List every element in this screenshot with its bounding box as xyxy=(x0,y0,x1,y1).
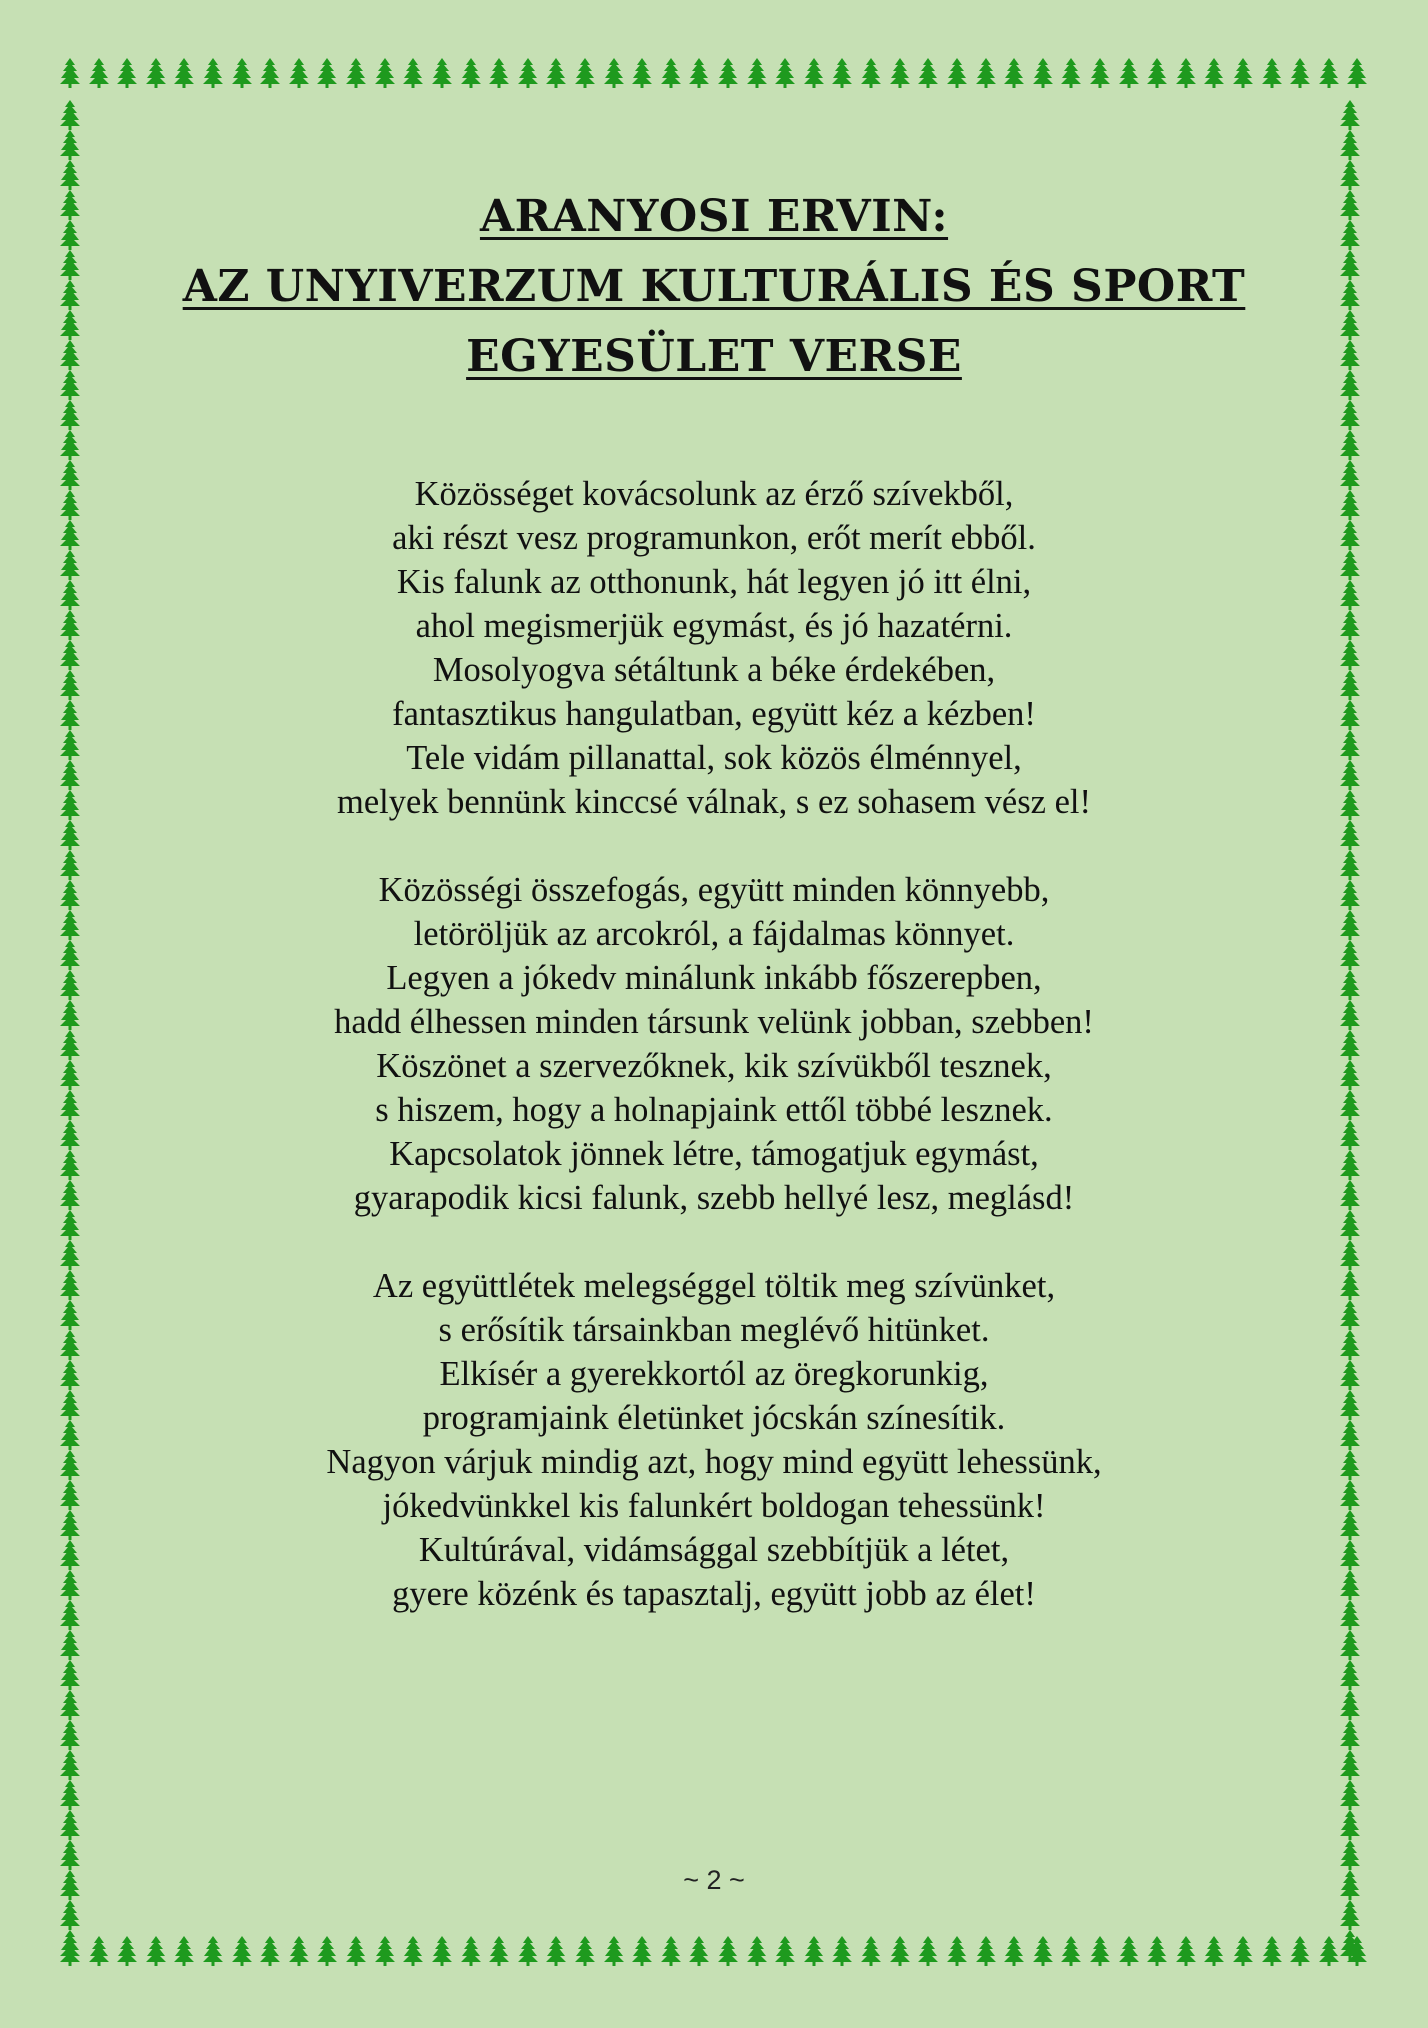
pine-tree-icon xyxy=(630,1936,654,1966)
pine-tree-icon xyxy=(1174,1936,1198,1966)
pine-tree-icon xyxy=(1338,1600,1362,1630)
poem-line: aki részt vesz programunkon, erőt merít ebből. xyxy=(392,519,1036,557)
pine-tree-icon xyxy=(830,58,854,88)
poem-line: hadd élhessen minden társunk velünk jobban, szebben! xyxy=(334,1003,1094,1041)
pine-tree-icon xyxy=(1260,1936,1284,1966)
pine-tree-icon xyxy=(230,1936,254,1966)
pine-tree-icon xyxy=(745,1936,769,1966)
pine-tree-icon xyxy=(974,58,998,88)
poem-line: Tele vidám pillanattal, sok közös élménnyel, xyxy=(406,739,1022,777)
page-number: ~ 2 ~ xyxy=(683,1865,745,1895)
pine-tree-icon xyxy=(58,1810,82,1840)
poem-line: Az együttlétek melegséggel töltik meg szívünket, xyxy=(372,1267,1056,1305)
pine-tree-icon xyxy=(1088,1936,1112,1966)
pine-tree-icon xyxy=(859,58,883,88)
pine-tree-icon xyxy=(58,58,82,88)
pine-tree-icon xyxy=(287,58,311,88)
pine-tree-icon xyxy=(1338,1780,1362,1810)
pine-tree-icon xyxy=(630,58,654,88)
pine-tree-icon xyxy=(1031,58,1055,88)
pine-tree-icon xyxy=(87,58,111,88)
pine-tree-icon xyxy=(58,940,82,970)
poem-line: letöröljük az arcokról, a fájdalmas könnyet. xyxy=(413,915,1015,953)
pine-tree-icon xyxy=(1338,130,1362,160)
pine-tree-icon xyxy=(1338,1330,1362,1360)
pine-tree-icon xyxy=(58,880,82,910)
pine-tree-icon xyxy=(58,490,82,520)
pine-tree-icon xyxy=(58,700,82,730)
pine-tree-icon xyxy=(1002,58,1026,88)
pine-tree-icon xyxy=(1338,190,1362,220)
pine-tree-icon xyxy=(58,1690,82,1720)
pine-tree-icon xyxy=(974,1936,998,1966)
pine-tree-icon xyxy=(58,1840,82,1870)
pine-tree-icon xyxy=(144,1936,168,1966)
pine-tree-icon xyxy=(58,1570,82,1600)
pine-tree-icon xyxy=(888,58,912,88)
pine-tree-icon xyxy=(58,910,82,940)
pine-tree-icon xyxy=(58,430,82,460)
pine-tree-icon xyxy=(58,460,82,490)
pine-tree-icon xyxy=(1338,730,1362,760)
poem-line: Mosolyogva sétáltunk a béke érdekében, xyxy=(432,651,996,689)
pine-tree-icon xyxy=(58,250,82,280)
pine-tree-icon xyxy=(58,310,82,340)
pine-tree-icon xyxy=(1338,1030,1362,1060)
pine-tree-icon xyxy=(1338,1000,1362,1030)
pine-tree-icon xyxy=(1002,1936,1026,1966)
pine-tree-icon xyxy=(230,58,254,88)
pine-tree-icon xyxy=(401,1936,425,1966)
pine-tree-icon xyxy=(716,1936,740,1966)
pine-tree-icon xyxy=(1338,1690,1362,1720)
pine-tree-icon xyxy=(1338,910,1362,940)
pine-tree-icon xyxy=(1338,280,1362,310)
pine-tree-icon xyxy=(1338,400,1362,430)
pine-tree-icon xyxy=(1338,610,1362,640)
pine-tree-icon xyxy=(1338,160,1362,190)
pine-tree-icon xyxy=(430,58,454,88)
pine-tree-icon xyxy=(58,670,82,700)
pine-tree-icon xyxy=(1338,850,1362,880)
pine-tree-icon xyxy=(373,58,397,88)
pine-tree-icon xyxy=(1338,340,1362,370)
poem-line: gyere közénk és tapasztalj, együtt jobb az élet! xyxy=(392,1575,1036,1613)
top-border xyxy=(58,58,1370,92)
pine-tree-icon xyxy=(58,1870,82,1900)
pine-tree-icon xyxy=(1338,1540,1362,1570)
pine-tree-icon xyxy=(1059,58,1083,88)
poem-line: s erősítik társainkban meglévő hitünket. xyxy=(438,1311,990,1349)
pine-tree-icon xyxy=(573,58,597,88)
pine-tree-icon xyxy=(58,1600,82,1630)
title-line-3: EGYESÜLET VERSE xyxy=(466,331,962,382)
pine-tree-icon xyxy=(58,1180,82,1210)
pine-tree-icon xyxy=(258,1936,282,1966)
stanza-3 xyxy=(150,1264,1278,1616)
poem-line: jókedvünkkel kis falunkért boldogan tehessünk! xyxy=(382,1487,1046,1525)
pine-tree-icon xyxy=(58,820,82,850)
pine-tree-icon xyxy=(58,1210,82,1240)
pine-tree-icon xyxy=(1338,1450,1362,1480)
pine-tree-icon xyxy=(287,1936,311,1966)
pine-tree-icon xyxy=(659,58,683,88)
pine-tree-icon xyxy=(58,190,82,220)
pine-tree-icon xyxy=(1345,58,1369,88)
pine-tree-icon xyxy=(544,58,568,88)
pine-tree-icon xyxy=(58,1240,82,1270)
pine-tree-icon xyxy=(1338,1480,1362,1510)
pine-tree-icon xyxy=(1338,1510,1362,1540)
pine-tree-icon xyxy=(516,58,540,88)
pine-tree-icon xyxy=(58,760,82,790)
pine-tree-icon xyxy=(58,790,82,820)
pine-tree-icon xyxy=(945,1936,969,1966)
pine-tree-icon xyxy=(1338,700,1362,730)
poem-line: fantasztikus hangulatban, együtt kéz a kézben! xyxy=(392,695,1036,733)
pine-tree-icon xyxy=(58,1480,82,1510)
pine-tree-icon xyxy=(87,1936,111,1966)
pine-tree-icon xyxy=(1338,250,1362,280)
bottom-border xyxy=(58,1936,1370,1970)
pine-tree-icon xyxy=(58,1930,82,1960)
pine-tree-icon xyxy=(58,220,82,250)
poem-line: Kapcsolatok jönnek létre, támogatjuk egymást, xyxy=(389,1135,1039,1173)
poem-line: Köszönet a szervezőknek, kik szívükből tesznek, xyxy=(376,1047,1052,1085)
pine-tree-icon xyxy=(859,1936,883,1966)
pine-tree-icon xyxy=(58,160,82,190)
pine-tree-icon xyxy=(1031,1936,1055,1966)
pine-tree-icon xyxy=(1145,58,1169,88)
pine-tree-icon xyxy=(58,370,82,400)
pine-tree-icon xyxy=(58,1390,82,1420)
pine-tree-icon xyxy=(687,58,711,88)
pine-tree-icon xyxy=(58,1780,82,1810)
poem-line: Közösségi összefogás, együtt minden könnyebb, xyxy=(378,871,1050,909)
pine-tree-icon xyxy=(58,1900,82,1930)
pine-tree-icon xyxy=(401,58,425,88)
pine-tree-icon xyxy=(945,58,969,88)
pine-tree-icon xyxy=(687,1936,711,1966)
pine-tree-icon xyxy=(487,58,511,88)
pine-tree-icon xyxy=(58,730,82,760)
pine-tree-icon xyxy=(58,640,82,670)
pine-tree-icon xyxy=(1338,1660,1362,1690)
pine-tree-icon xyxy=(58,130,82,160)
pine-tree-icon xyxy=(1338,760,1362,790)
pine-tree-icon xyxy=(1338,430,1362,460)
pine-tree-icon xyxy=(58,1030,82,1060)
poem-line: ahol megismerjük egymást, és jó hazatérni. xyxy=(415,607,1013,645)
poem-line: Nagyon várjuk mindig azt, hogy mind együtt lehessünk, xyxy=(326,1443,1102,1481)
pine-tree-icon xyxy=(58,1540,82,1570)
pine-tree-icon xyxy=(1338,520,1362,550)
pine-tree-icon xyxy=(745,58,769,88)
pine-tree-icon xyxy=(1317,58,1341,88)
pine-tree-icon xyxy=(58,1090,82,1120)
pine-tree-icon xyxy=(1338,1420,1362,1450)
pine-tree-icon xyxy=(1338,100,1362,130)
pine-tree-icon xyxy=(1338,460,1362,490)
pine-tree-icon xyxy=(58,520,82,550)
pine-tree-icon xyxy=(172,1936,196,1966)
pine-tree-icon xyxy=(58,1720,82,1750)
pine-tree-icon xyxy=(115,58,139,88)
pine-tree-icon xyxy=(1338,940,1362,970)
pine-tree-icon xyxy=(1088,58,1112,88)
pine-tree-icon xyxy=(344,1936,368,1966)
poem-line: programjaink életünket jócskán színesítik. xyxy=(422,1399,1006,1437)
pine-tree-icon xyxy=(1059,1936,1083,1966)
pine-tree-icon xyxy=(1338,670,1362,700)
pine-tree-icon xyxy=(58,610,82,640)
pine-tree-icon xyxy=(58,1510,82,1540)
pine-tree-icon xyxy=(1338,1120,1362,1150)
pine-tree-icon xyxy=(1338,1750,1362,1780)
poem-line: Elkísér a gyerekkortól az öregkorunkig, xyxy=(439,1355,989,1393)
pine-tree-icon xyxy=(830,1936,854,1966)
pine-tree-icon xyxy=(1338,1840,1362,1870)
pine-tree-icon xyxy=(1338,1900,1362,1930)
poem-line: s hiszem, hogy a holnapjaink ettől többé lesznek. xyxy=(375,1091,1053,1129)
title-line-1: ARANYOSI ERVIN: xyxy=(479,191,949,242)
poem-line: gyarapodik kicsi falunk, szebb hellyé lesz, meglásd! xyxy=(353,1179,1075,1217)
pine-tree-icon xyxy=(58,400,82,430)
pine-tree-icon xyxy=(716,58,740,88)
pine-tree-icon xyxy=(58,340,82,370)
pine-tree-icon xyxy=(1338,1720,1362,1750)
pine-tree-icon xyxy=(1338,1930,1362,1960)
poem-line: melyek bennünk kinccsé válnak, s ez sohasem vész el! xyxy=(337,783,1091,821)
pine-tree-icon xyxy=(1338,1570,1362,1600)
right-border xyxy=(1338,100,1370,1930)
pine-tree-icon xyxy=(115,1936,139,1966)
pine-tree-icon xyxy=(1260,58,1284,88)
pine-tree-icon xyxy=(1338,1060,1362,1090)
pine-tree-icon xyxy=(58,1630,82,1660)
pine-tree-icon xyxy=(58,280,82,310)
pine-tree-icon xyxy=(773,1936,797,1966)
pine-tree-icon xyxy=(58,1450,82,1480)
pine-tree-icon xyxy=(315,58,339,88)
pine-tree-icon xyxy=(58,1750,82,1780)
pine-tree-icon xyxy=(1338,1150,1362,1180)
stanza-1 xyxy=(150,472,1278,824)
stanza-2 xyxy=(150,868,1278,1220)
pine-tree-icon xyxy=(1288,1936,1312,1966)
pine-tree-icon xyxy=(201,58,225,88)
pine-tree-icon xyxy=(1174,58,1198,88)
pine-tree-icon xyxy=(602,58,626,88)
pine-tree-icon xyxy=(315,1936,339,1966)
pine-tree-icon xyxy=(1117,1936,1141,1966)
pine-tree-icon xyxy=(459,58,483,88)
pine-tree-icon xyxy=(1338,1240,1362,1270)
pine-tree-icon xyxy=(58,1420,82,1450)
pine-tree-icon xyxy=(1338,880,1362,910)
pine-tree-icon xyxy=(58,850,82,880)
left-border xyxy=(58,100,90,1930)
pine-tree-icon xyxy=(58,970,82,1000)
pine-tree-icon xyxy=(487,1936,511,1966)
pine-tree-icon xyxy=(58,1360,82,1390)
poem-line: Kultúrával, vidámsággal szebbítjük a létet, xyxy=(418,1531,1010,1569)
pine-tree-icon xyxy=(258,58,282,88)
pine-tree-icon xyxy=(1338,1300,1362,1330)
poem-body xyxy=(150,472,1278,1660)
pine-tree-icon xyxy=(573,1936,597,1966)
pine-tree-icon xyxy=(1338,970,1362,1000)
pine-tree-icon xyxy=(172,58,196,88)
pine-tree-icon xyxy=(58,550,82,580)
pine-tree-icon xyxy=(916,58,940,88)
pine-tree-icon xyxy=(58,100,82,130)
pine-tree-icon xyxy=(1338,550,1362,580)
pine-tree-icon xyxy=(430,1936,454,1966)
pine-tree-icon xyxy=(1338,1360,1362,1390)
pine-tree-icon xyxy=(1338,640,1362,670)
pine-tree-icon xyxy=(1338,580,1362,610)
pine-tree-icon xyxy=(1338,790,1362,820)
pine-tree-icon xyxy=(802,58,826,88)
pine-tree-icon xyxy=(58,1060,82,1090)
pine-tree-icon xyxy=(516,1936,540,1966)
pine-tree-icon xyxy=(1338,1630,1362,1660)
pine-tree-icon xyxy=(1338,1870,1362,1900)
pine-tree-icon xyxy=(888,1936,912,1966)
pine-tree-icon xyxy=(1288,58,1312,88)
pine-tree-icon xyxy=(58,1300,82,1330)
pine-tree-icon xyxy=(1338,820,1362,850)
pine-tree-icon xyxy=(58,1330,82,1360)
title-line-2: AZ UNYIVERZUM KULTURÁLIS ÉS SPORT xyxy=(182,261,1246,312)
pine-tree-icon xyxy=(459,1936,483,1966)
pine-tree-icon xyxy=(1202,1936,1226,1966)
pine-tree-icon xyxy=(58,1660,82,1690)
pine-tree-icon xyxy=(602,1936,626,1966)
pine-tree-icon xyxy=(373,1936,397,1966)
pine-tree-icon xyxy=(1231,1936,1255,1966)
pine-tree-icon xyxy=(1338,1180,1362,1210)
pine-tree-icon xyxy=(58,580,82,610)
pine-tree-icon xyxy=(58,1270,82,1300)
pine-tree-icon xyxy=(544,1936,568,1966)
pine-tree-icon xyxy=(1338,490,1362,520)
pine-tree-icon xyxy=(802,1936,826,1966)
pine-tree-icon xyxy=(144,58,168,88)
pine-tree-icon xyxy=(1338,1090,1362,1120)
pine-tree-icon xyxy=(58,1120,82,1150)
pine-tree-icon xyxy=(1231,58,1255,88)
pine-tree-icon xyxy=(659,1936,683,1966)
pine-tree-icon xyxy=(773,58,797,88)
poem-title xyxy=(150,182,1278,392)
pine-tree-icon xyxy=(1117,58,1141,88)
pine-tree-icon xyxy=(1338,220,1362,250)
pine-tree-icon xyxy=(1338,1390,1362,1420)
poem-line: Kis falunk az otthonunk, hát legyen jó itt élni, xyxy=(396,563,1032,601)
pine-tree-icon xyxy=(344,58,368,88)
pine-tree-icon xyxy=(58,1150,82,1180)
pine-tree-icon xyxy=(1338,1210,1362,1240)
pine-tree-icon xyxy=(1338,1270,1362,1300)
pine-tree-icon xyxy=(1338,1810,1362,1840)
poem-line: Közösséget kovácsolunk az érző szívekből, xyxy=(414,475,1014,513)
pine-tree-icon xyxy=(1338,370,1362,400)
pine-tree-icon xyxy=(1145,1936,1169,1966)
pine-tree-icon xyxy=(1202,58,1226,88)
pine-tree-icon xyxy=(58,1000,82,1030)
pine-tree-icon xyxy=(916,1936,940,1966)
pine-tree-icon xyxy=(201,1936,225,1966)
pine-tree-icon xyxy=(1338,310,1362,340)
poem-line: Legyen a jókedv minálunk inkább főszerepben, xyxy=(386,959,1042,997)
